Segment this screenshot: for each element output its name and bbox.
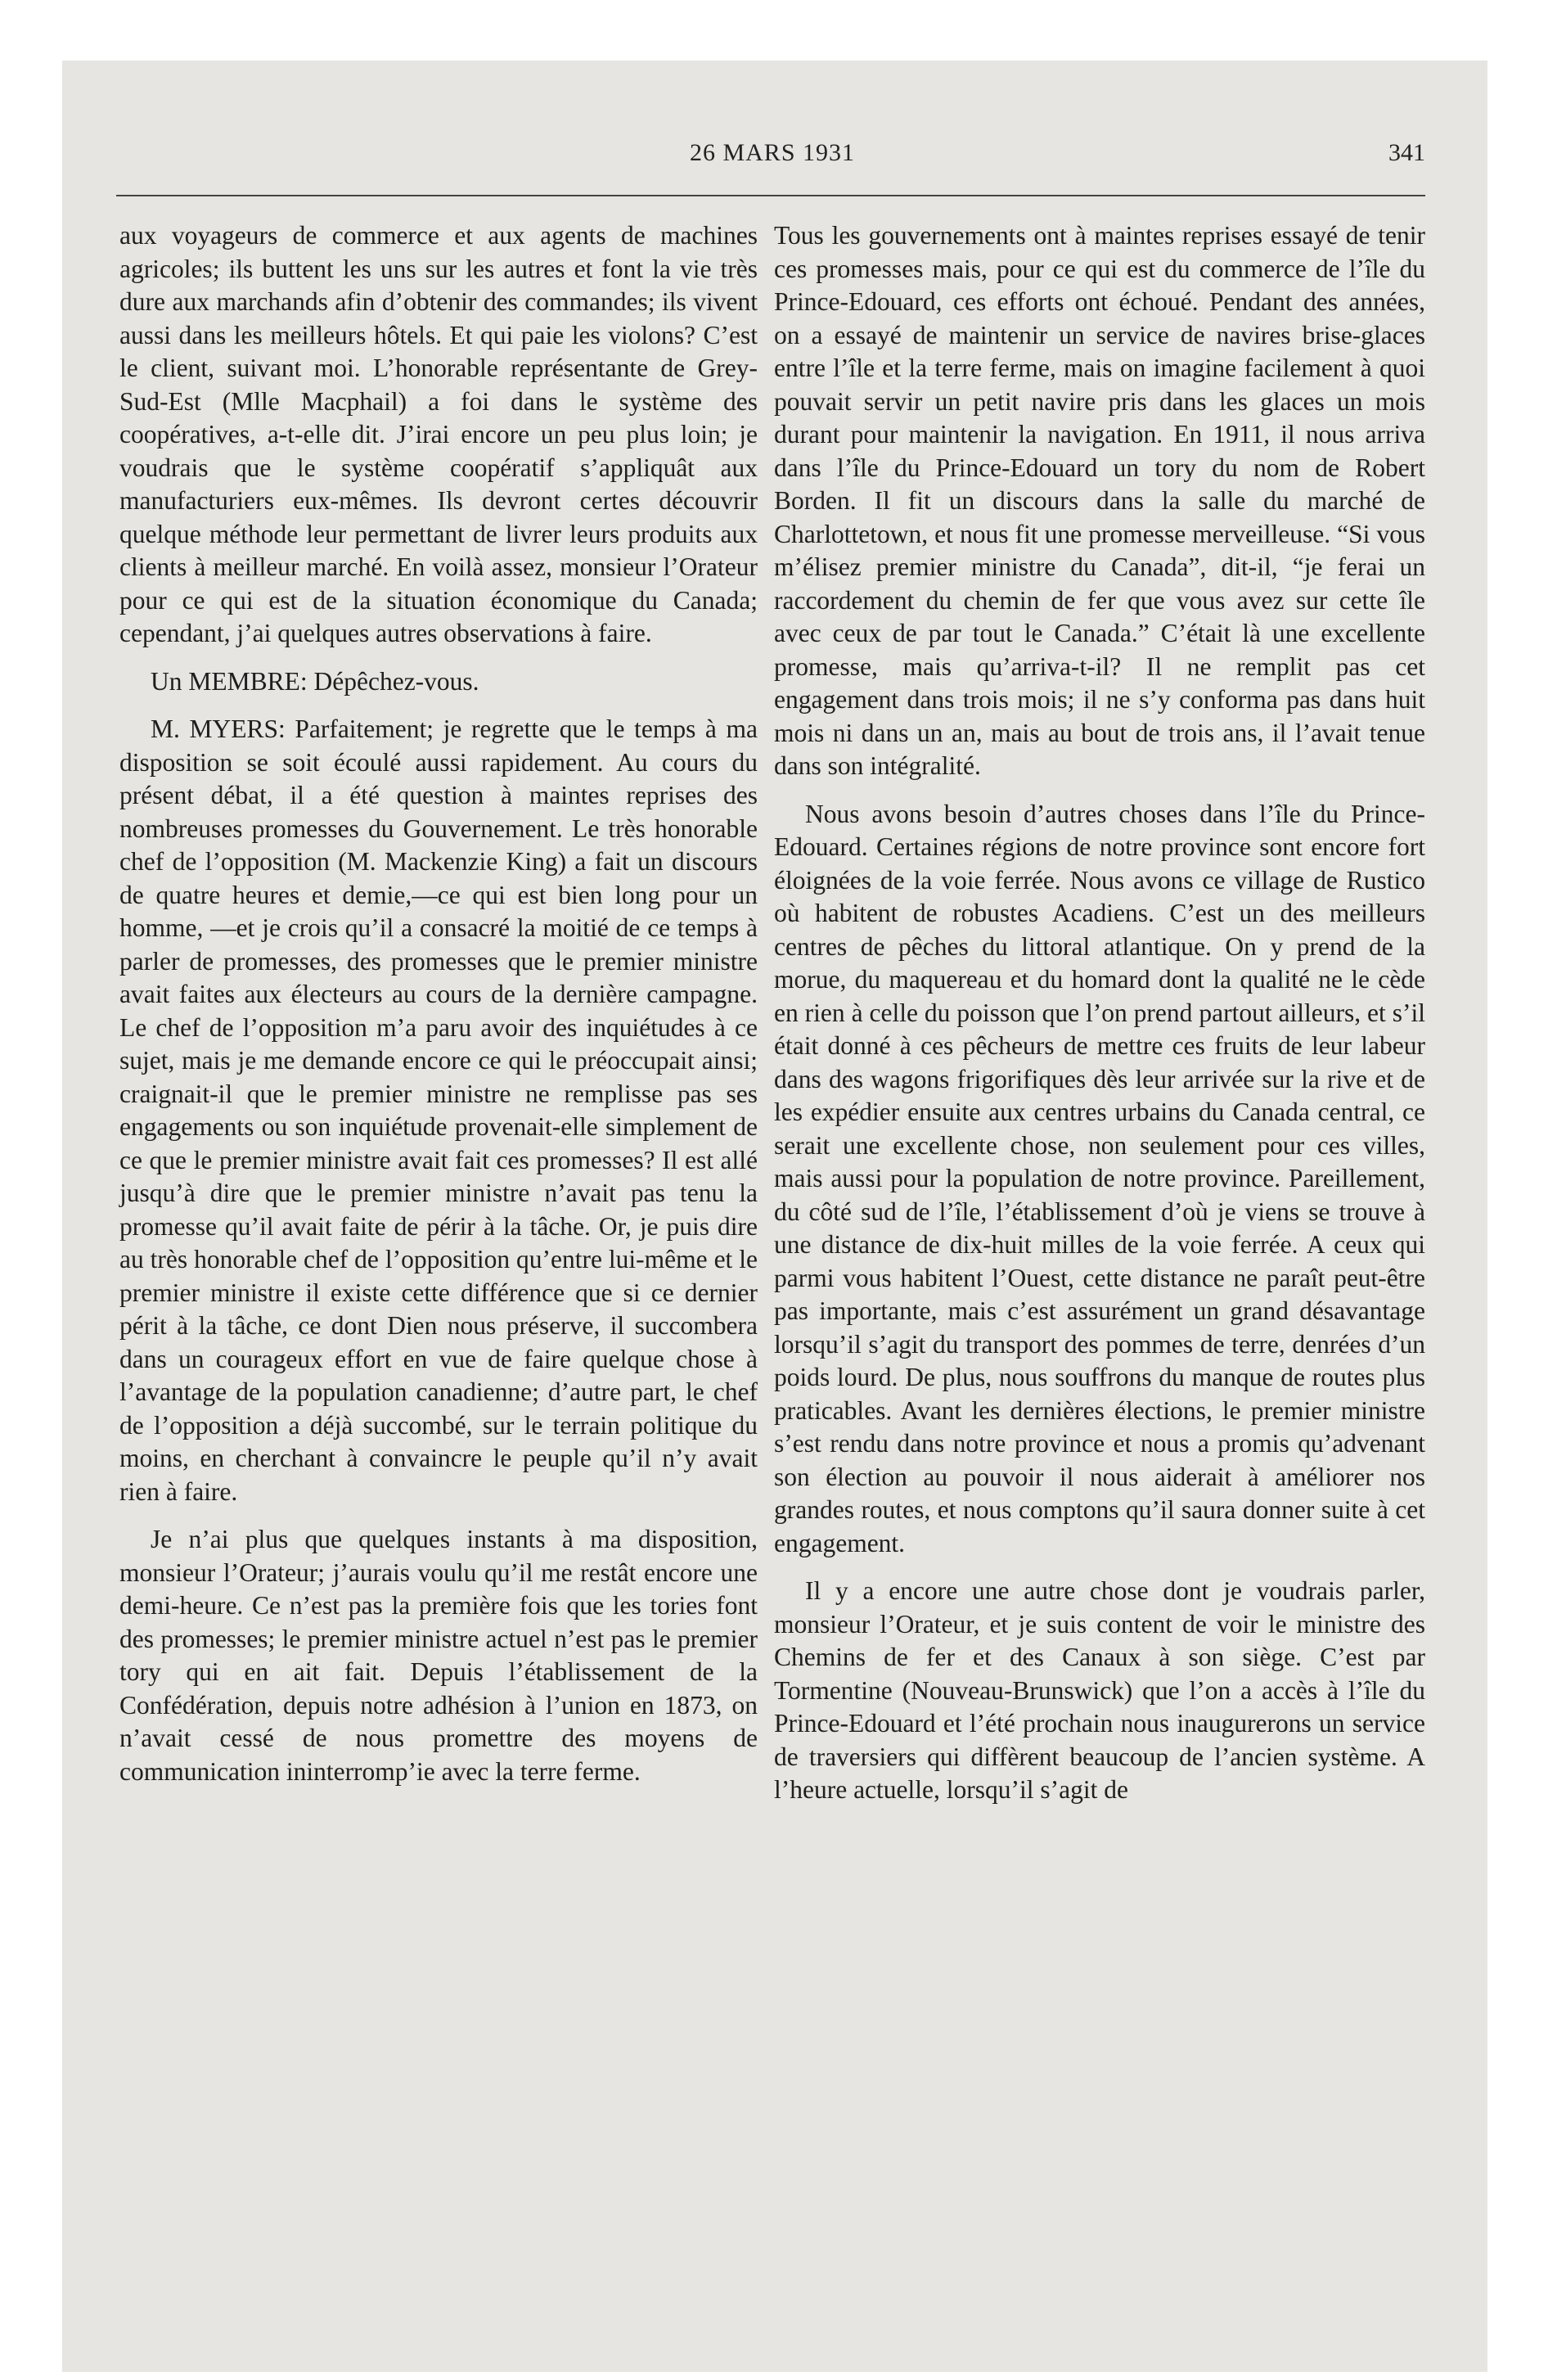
header-date: 26 MARS 1931 — [689, 139, 856, 166]
paragraph: Nous avons besoin d’autres choses dans l’île du Prince-Edouard. Certaines régions de notre province sont encore fort éloignées de la voie ferrée. Nous avons ce village de Rustico où habitent de robustes Acadiens. C’est un des meilleurs centres de pêches du littoral atlantique. On y prend de la morue, du maquereau et du homard dont la qualité ne le cède en rien à celle du poisson que l’on prend partout ailleurs, et s’il était donné à ces pêcheurs de mettre ces fruits de leur labeur dans des wagons frigorifiques dès leur arrivée sur la rive et de les expédier ensuite aux centres urbains du Canada central, ce serait une excellente chose, non seulement pour ces villes, mais aussi pour la population de notre province. Pareillement, du côté sud de l’île, l’établissement d’où je viens se trouve à une distance de dix-huit milles de la voie ferrée. A ceux qui parmi vous habitent l’Ouest, cette distance ne paraît peut-être pas importante, mais c’est assurément un grand désavantage lorsqu’il s’agit du transport des pommes de terre, denrées d’un poids lourd. De plus, nous souffrons du manque de routes plus praticables. Avant les dernières élections, le premier ministre s’est rendu dans notre province et nous a promis qu’advenant son élection au pouvoir il nous aiderait à améliorer nos grandes routes, et nous comptons qu’il saura donner suite à cet engagement. — [774, 799, 1425, 1557]
paragraph: Un MEMBRE: Dépêchez-vous. — [151, 666, 479, 696]
paragraph: Tous les gouvernements ont à maintes reprises essayé de tenir ces promesses mais, pour ce qui est du commerce de l’île du Prince-Edouard, ces efforts ont échoué. Pendant des années, on a essayé de maintenir un service de navires brise-glaces entre l’île et la terre ferme, mais on imagine facilement à quoi pouvait servir un petit navire pris dans les glaces un mois durant pour maintenir la navigation. En 1911, il nous arriva dans l’île du Prince-Edouard un tory du nom de Robert Borden. Il fit un discours dans la salle du marché de Charlottetown, et nous fit une promesse merveilleuse. “Si vous m’élisez premier ministre du Canada”, dit-il, “je ferai un raccordement du chemin de fer que vous avez sur cette île avec ceux de par tout le Canada.” C’était là une excellente promesse, mais qu’arriva-t-il? Il ne remplit pas cet engagement dans trois mois; il ne s’y conforma pas dans huit mois ni dans un an, mais au bout de trois ans, il l’avait tenue dans son intégralité. — [774, 221, 1425, 780]
paragraph: M. MYERS: Parfaitement; je regrette que le temps à ma disposition se soit écoulé aussi rapidement. Au cours du présent débat, il a été question à maintes reprises des nombreuses promesses du Gouvernement. Le très honorable chef de l’opposition (M. Mackenzie King) a fait un discours de quatre heures et demie,—ce qui est bien long pour un homme, —et je crois qu’il a consacré la moitié de ce temps à parler de promesses, des promesses que le premier ministre avait faites aux électeurs au cours de la dernière campagne. Le chef de l’opposition m’a paru avoir des inquiétudes à ce sujet, mais je me demande encore ce qui le préoccupait ainsi; craignait-il que le premier ministre ne remplisse pas ses engagements ou son inquiétude provenait-elle simplement de ce que le premier ministre avait fait ces promesses? Il est allé jusqu’à dire que le premier ministre n’avait pas tenu la promesse qu’il avait faite de périr à la tâche. Or, je puis dire au très honorable chef de l’opposition qu’entre lui-même et le premier ministre il existe cette différence que si ce dernier périt à la tâche, ce dont Dien nous préserve, il succombera dans un courageux effort en vue de faire quelque chose à l’avantage de la population canadienne; d’autre part, le chef de l’opposition a déjà succombé, sur le terrain politique du moins, en cherchant à convaincre le peuple qu’il n’y avait rien à faire. — [119, 714, 758, 1506]
page-header — [119, 139, 1425, 175]
right-column — [774, 219, 1425, 1822]
paragraph: aux voyageurs de commerce et aux agents de machines agricoles; ils buttent les uns sur les autres et font la vie très dure aux marchands afin d’obtenir des commandes; ils vivent aussi dans les meilleurs hôtels. Et qui paie les violons? C’est le client, suivant moi. L’honorable représentante de Grey-Sud-Est (Mlle Macphail) a foi dans le système des coopératives, a-t-elle dit. J’irai encore un peu plus loin; je voudrais que le système coopératif s’appliquât aux manufacturiers eux-mêmes. Ils devront certes découvrir quelque méthode leur permettant de livrer leurs produits aux clients à meilleur marché. En voilà assez, monsieur l’Orateur pour ce qui est de la situation économique du Canada; cependant, j’ai quelques autres observations à faire. — [119, 221, 758, 647]
page-number: 341 — [1388, 139, 1425, 166]
paragraph: Il y a encore une autre chose dont je voudrais parler, monsieur l’Orateur, et je suis content de voir le ministre des Chemins de fer et des Canaux à son siège. C’est par Tormentine (Nouveau-Brunswick) que l’on a accès à l’île du Prince-Edouard et l’été prochain nous inaugurerons un service de traversiers qui diffèrent beaucoup de l’ancien système. A l’heure actuelle, lorsqu’il s’agit de — [774, 1576, 1425, 1804]
left-column — [119, 219, 758, 1803]
header-rule — [116, 195, 1425, 196]
paragraph: Je n’ai plus que quelques instants à ma disposition, monsieur l’Orateur; j’aurais voulu qu’il me restât encore une demi-heure. Ce n’est pas la première fois que les tories font des promesses; le premier ministre actuel n’est pas le premier tory qui en ait fait. Depuis l’établissement de la Confédération, depuis notre adhésion à l’union en 1873, on n’avait cessé de nous promettre des moyens de communication ininterromp’ie avec la terre ferme. — [119, 1525, 758, 1786]
